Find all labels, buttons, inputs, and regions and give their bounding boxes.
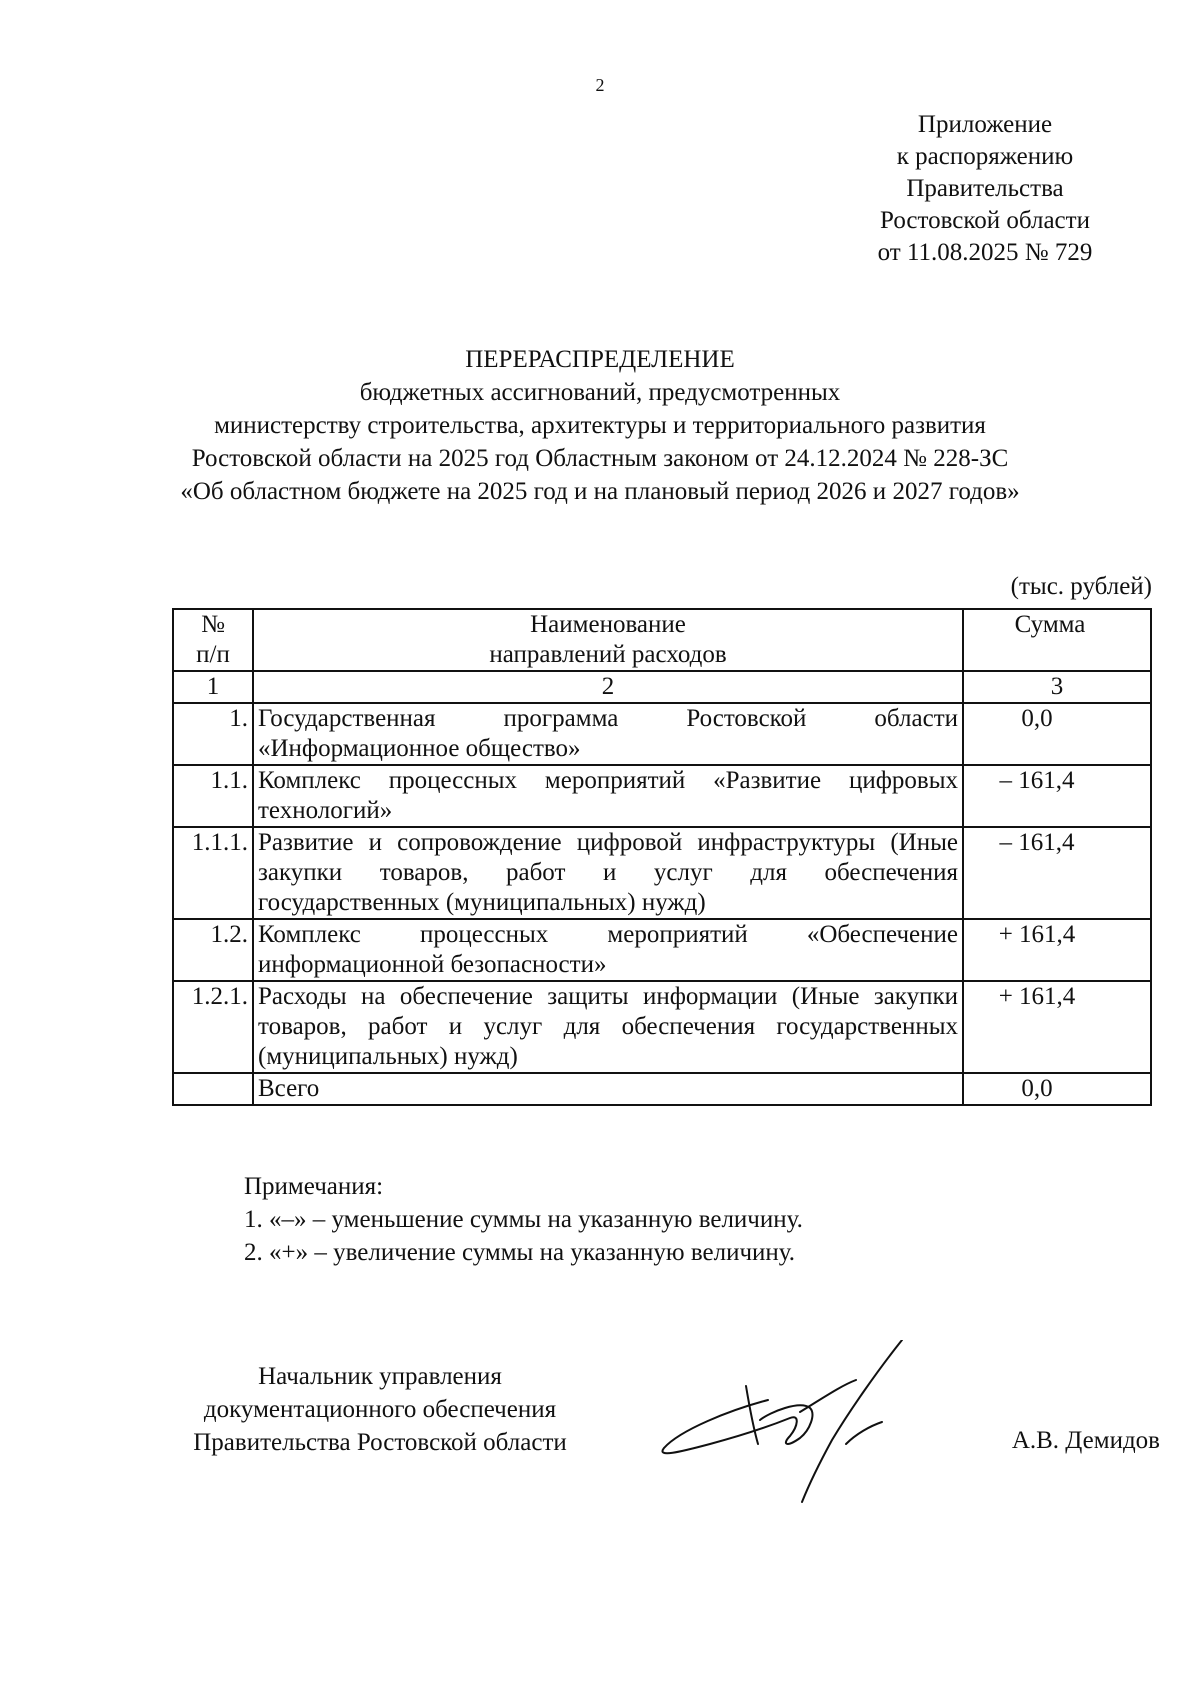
- signer-position: [160, 1360, 600, 1459]
- note-item: 1. «–» – уменьшение суммы на указанную величину.: [244, 1206, 803, 1233]
- appendix-line: Приложение: [917, 111, 1053, 138]
- row-name: Комплекс процессных мероприятий «Обеспечение информационной безопасности»: [253, 919, 963, 981]
- handwritten-signature: [650, 1340, 950, 1510]
- row-sum: – 161,4: [963, 827, 1151, 919]
- signer-line: Правительства Ростовской области: [193, 1429, 567, 1456]
- notes-title: Примечания:: [244, 1173, 384, 1200]
- header-sum: Сумма: [963, 609, 1151, 671]
- appendix-line: Правительства: [906, 175, 1064, 202]
- row-number: 1.2.: [173, 919, 253, 981]
- table-row: [173, 765, 1151, 827]
- signer-line: Начальник управления: [258, 1363, 502, 1390]
- title-line: «Об областном бюджете на 2025 год и на плановый период 2026 и 2027 годов»: [180, 478, 1020, 505]
- total-label: Всего: [253, 1073, 963, 1105]
- table-row: [173, 919, 1151, 981]
- row-number: 1.: [173, 703, 253, 765]
- page-number: 2: [595, 75, 605, 95]
- table-total-row: [173, 1073, 1151, 1105]
- index-cell: 3: [963, 671, 1151, 703]
- signer-line: документационного обеспечения: [203, 1396, 557, 1423]
- row-number: 1.1.1.: [173, 827, 253, 919]
- row-name: Расходы на обеспечение защиты информации (Иные закупки товаров, работ и услуг для обеспечения государственных (муниципальных) нужд): [253, 981, 963, 1073]
- signer-name: А.В. Демидов: [1011, 1427, 1160, 1454]
- notes-block: [244, 1170, 1044, 1269]
- budget-table: [172, 608, 1152, 1106]
- title-line: министерству строительства, архитектуры и территориального развития: [214, 412, 986, 439]
- header-number-line1: №: [201, 611, 225, 638]
- row-sum: + 161,4: [963, 919, 1151, 981]
- header-name-line2: направлений расходов: [489, 641, 727, 668]
- document-title: [140, 343, 1060, 508]
- row-sum: 0,0: [963, 703, 1151, 765]
- appendix-block: [820, 109, 1150, 269]
- row-name: Государственная программа Ростовской области «Информационное общество»: [253, 703, 963, 765]
- row-number: 1.2.1.: [173, 981, 253, 1073]
- row-name: Комплекс процессных мероприятий «Развитие цифровых технологий»: [253, 765, 963, 827]
- header-number-line2: п/п: [196, 641, 230, 668]
- table-header-row: [173, 609, 1151, 671]
- appendix-line: к распоряжению: [896, 143, 1074, 170]
- total-empty-cell: [173, 1073, 253, 1105]
- title-heading: ПЕРЕРАСПРЕДЕЛЕНИЕ: [465, 346, 735, 373]
- table-row: [173, 981, 1151, 1073]
- header-name-line1: Наименование: [530, 611, 686, 638]
- total-sum: 0,0: [963, 1073, 1151, 1105]
- title-line: Ростовской области на 2025 год Областным законом от 24.12.2024 № 228-ЗС: [191, 445, 1009, 472]
- header-name: [253, 609, 963, 671]
- note-item: 2. «+» – увеличение суммы на указанную величину.: [244, 1239, 796, 1266]
- table-index-row: [173, 671, 1151, 703]
- units-label: (тыс. рублей): [1010, 573, 1152, 600]
- row-sum: + 161,4: [963, 981, 1151, 1073]
- header-number: [173, 609, 253, 671]
- appendix-line: Ростовской области: [880, 207, 1090, 234]
- title-line: бюджетных ассигнований, предусмотренных: [359, 379, 841, 406]
- row-number: 1.1.: [173, 765, 253, 827]
- row-sum: – 161,4: [963, 765, 1151, 827]
- index-cell: 1: [173, 671, 253, 703]
- row-name: Развитие и сопровождение цифровой инфраструктуры (Иные закупки товаров, работ и услуг для обеспечения государственных (муниципальных) нужд): [253, 827, 963, 919]
- index-cell: 2: [253, 671, 963, 703]
- table-row: [173, 703, 1151, 765]
- table-row: [173, 827, 1151, 919]
- appendix-line: от 11.08.2025 № 729: [877, 239, 1093, 266]
